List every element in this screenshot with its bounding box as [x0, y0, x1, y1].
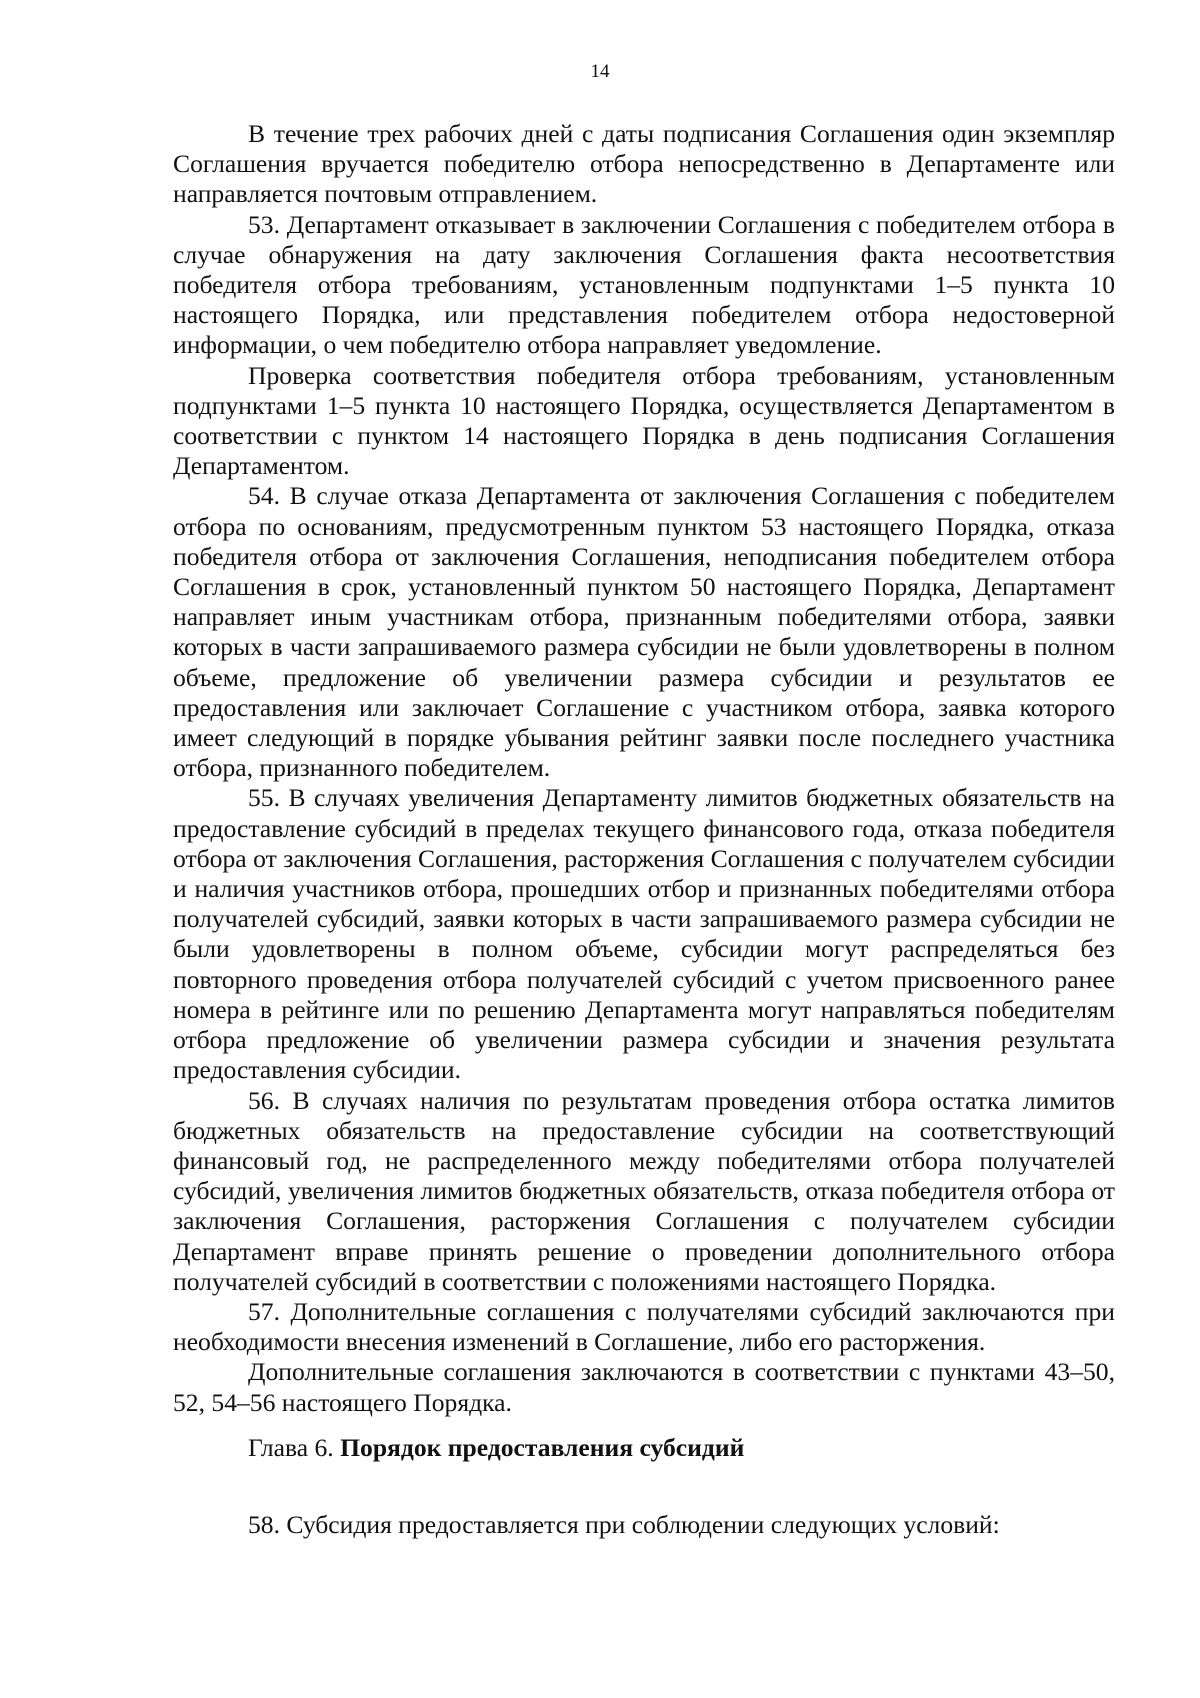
- paragraph-57-additional: Дополнительные соглашения заключаются в соответствии с пунктами 43–50, 52, 54–56 настоящего Порядка.: [173, 1357, 1115, 1417]
- paragraph-54: 54. В случае отказа Департамента от заключения Соглашения с победителем отбора по основаниям, предусмотренным пунктом 53 настоящего Порядка, отказа победителя отбора от заключения Соглашения, неподписания победителем отбора Соглашения в срок, установленный пунктом 50 настоящего Порядка, Департамент направляет иным участникам отбора, признанным победителями отбора, заявки которых в части запрашиваемого размера субсидии не были удовлетворены в полном объеме, предложение об увеличении размера субсидии и результатов ее предоставления или заключает Соглашение с участником отбора, заявка которого имеет следующий в порядке убывания рейтинг заявки после последнего участника отбора, признанного победителем.: [173, 481, 1115, 783]
- paragraph-55: 55. В случаях увеличения Департаменту лимитов бюджетных обязательств на предоставление субсидий в пределах текущего финансового года, отказа победителя отбора от заключения Соглашения, расторжения Соглашения с получателем субсидии и наличия участников отбора, прошедших отбор и признанных победителями отбора получателей субсидий, заявки которых в части запрашиваемого размера субсидии не были удовлетворены в полном объеме, субсидии могут распределяться без повторного проведения отбора получателей субсидий с учетом присвоенного ранее номера в рейтинге или по решению Департамента могут направляться победителям отбора предложение об увеличении размера субсидии и значения результата предоставления субсидии.: [173, 783, 1115, 1085]
- document-body: [173, 119, 1115, 1418]
- paragraph-58: 58. Субсидия предоставляется при соблюдении следующих условий:: [248, 1510, 1000, 1539]
- chapter-title: Порядок предоставления субсидий: [340, 1433, 745, 1462]
- chapter-heading: [248, 1433, 744, 1463]
- paragraph-53-check: Проверка соответствия победителя отбора требованиям, установленным подпунктами 1–5 пункта 10 настоящего Порядка, осуществляется Департаментом в соответствии с пунктом 14 настоящего Порядка в день подписания Соглашения Департаментом.: [173, 360, 1115, 481]
- page-number: 14: [590, 61, 610, 82]
- paragraph-56: 56. В случаях наличия по результатам проведения отбора остатка лимитов бюджетных обязательств на предоставление субсидии на соответствующий финансовый год, не распределенного между победителями отбора получателей субсидий, увеличения лимитов бюджетных обязательств, отказа победителя отбора от заключения Соглашения, расторжения Соглашения с получателем субсидии Департамент вправе принять решение о проведении дополнительного отбора получателей субсидий в соответствии с положениями настоящего Порядка.: [173, 1085, 1115, 1296]
- paragraph-53: 53. Департамент отказывает в заключении Соглашения с победителем отбора в случае обнаружения на дату заключения Соглашения факта несоответствия победителя отбора требованиям, установленным подпунктами 1–5 пункта 10 настоящего Порядка, или представления победителем отбора недостоверной информации, о чем победителю отбора направляет уведомление.: [173, 209, 1115, 360]
- paragraph-57: 57. Дополнительные соглашения с получателями субсидий заключаются при необходимости внесения изменений в Соглашение, либо его расторжения.: [173, 1296, 1115, 1357]
- chapter-prefix: Глава 6.: [248, 1433, 341, 1462]
- paragraph-delivery: В течение трех рабочих дней с даты подписания Соглашения один экземпляр Соглашения вручается победителю отбора непосредственно в Департаменте или направляется почтовым отправлением.: [173, 119, 1115, 209]
